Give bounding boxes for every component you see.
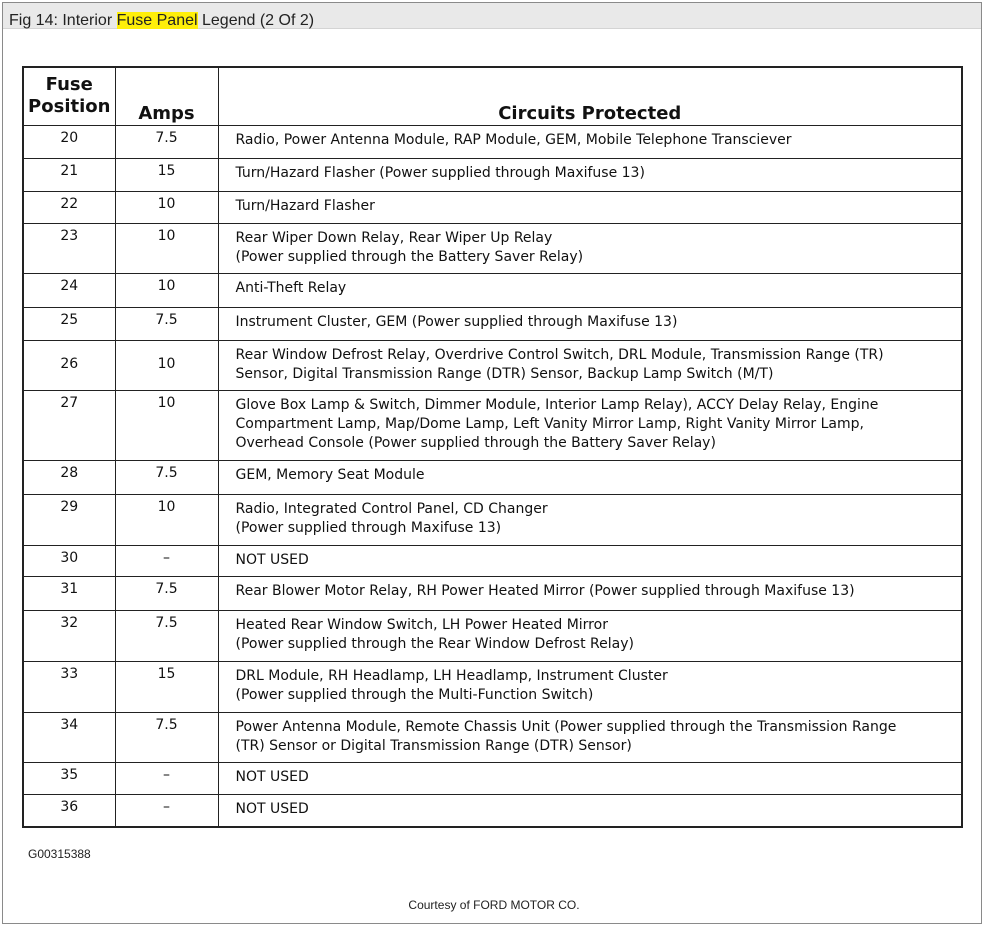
- amps-cell: 10: [115, 191, 218, 223]
- circuit-text-line: GEM, Memory Seat Module: [235, 466, 425, 483]
- caption-suffix: Legend (2 Of 2): [197, 12, 315, 29]
- fuse-position-cell: 28: [23, 460, 115, 494]
- amps-cell: –: [115, 794, 218, 827]
- circuits-protected-cell: [218, 125, 962, 158]
- circuit-text-line: (TR) Sensor or Digital Transmission Range (DTR) Sensor): [235, 737, 632, 754]
- courtesy-credit: Courtesy of FORD MOTOR CO.: [408, 898, 580, 912]
- table-row: [23, 307, 962, 340]
- caption-prefix: Fig 14: Interior: [9, 12, 117, 29]
- circuits-protected-cell: [218, 191, 962, 223]
- circuit-text-line: Glove Box Lamp & Switch, Dimmer Module, Interior Lamp Relay), ACCY Delay Relay, Engine: [235, 396, 879, 413]
- amps-cell: 7.5: [115, 610, 218, 661]
- amps-cell: 15: [115, 661, 218, 712]
- circuit-text-line: Radio, Power Antenna Module, RAP Module, GEM, Mobile Telephone Transciever: [235, 131, 792, 148]
- circuit-text-line: Rear Window Defrost Relay, Overdrive Control Switch, DRL Module, Transmission Range (TR): [235, 346, 884, 363]
- circuit-text-line: NOT USED: [235, 551, 309, 568]
- circuit-text-line: DRL Module, RH Headlamp, LH Headlamp, Instrument Cluster: [235, 667, 668, 684]
- amps-cell: 10: [115, 340, 218, 390]
- table-row: [23, 494, 962, 545]
- fuse-position-cell: 26: [23, 340, 115, 390]
- table-row: [23, 340, 962, 390]
- fuse-position-cell: 31: [23, 576, 115, 610]
- circuits-protected-cell: [218, 661, 962, 712]
- circuit-text-line: Sensor, Digital Transmission Range (DTR) Sensor, Backup Lamp Switch (M/T): [235, 365, 774, 382]
- circuits-protected-cell: [218, 545, 962, 576]
- circuits-protected-cell: [218, 610, 962, 661]
- table-row: [23, 158, 962, 191]
- table-row: [23, 576, 962, 610]
- table-row: [23, 191, 962, 223]
- fuse-position-cell: 29: [23, 494, 115, 545]
- table-row: [23, 762, 962, 794]
- table-row: [23, 545, 962, 576]
- circuit-text-line: Overhead Console (Power supplied through the Battery Saver Relay): [235, 434, 716, 451]
- table-row: [23, 661, 962, 712]
- circuit-text-line: Power Antenna Module, Remote Chassis Unit (Power supplied through the Transmission Range: [235, 718, 897, 735]
- header-amps: Amps: [115, 67, 218, 125]
- table-header-row: [23, 67, 962, 125]
- circuits-protected-cell: [218, 223, 962, 273]
- caption-highlight: Fuse Panel: [116, 12, 198, 29]
- table-row: [23, 712, 962, 762]
- table-row: [23, 794, 962, 827]
- fuse-position-cell: 32: [23, 610, 115, 661]
- circuits-protected-cell: [218, 158, 962, 191]
- amps-cell: –: [115, 762, 218, 794]
- table-row: [23, 460, 962, 494]
- circuits-protected-cell: [218, 762, 962, 794]
- fuse-legend-table: [22, 66, 963, 828]
- header-fuse-position-line2: Position: [28, 96, 111, 118]
- table-row: [23, 390, 962, 460]
- circuits-protected-cell: [218, 494, 962, 545]
- circuit-text-line: Rear Wiper Down Relay, Rear Wiper Up Relay: [235, 229, 553, 246]
- circuits-protected-cell: [218, 307, 962, 340]
- amps-cell: –: [115, 545, 218, 576]
- circuit-text-line: (Power supplied through the Multi-Function Switch): [235, 686, 594, 703]
- circuit-text-line: NOT USED: [235, 768, 309, 785]
- circuit-text-line: (Power supplied through the Battery Saver Relay): [235, 248, 584, 265]
- figure-caption: [9, 11, 314, 31]
- fuse-position-cell: 21: [23, 158, 115, 191]
- table-row: [23, 223, 962, 273]
- amps-cell: 10: [115, 273, 218, 307]
- fuse-position-cell: 20: [23, 125, 115, 158]
- fuse-position-cell: 24: [23, 273, 115, 307]
- amps-cell: 15: [115, 158, 218, 191]
- circuit-text-line: Radio, Integrated Control Panel, CD Changer: [235, 500, 548, 517]
- fuse-position-cell: 30: [23, 545, 115, 576]
- circuit-text-line: (Power supplied through the Rear Window Defrost Relay): [235, 635, 634, 652]
- circuits-protected-cell: [218, 340, 962, 390]
- circuit-text-line: Heated Rear Window Switch, LH Power Heated Mirror: [235, 616, 608, 633]
- amps-cell: 7.5: [115, 125, 218, 158]
- fuse-position-cell: 22: [23, 191, 115, 223]
- circuit-text-line: Turn/Hazard Flasher: [235, 197, 375, 214]
- header-fuse-position-line1: Fuse: [45, 74, 93, 96]
- fuse-position-cell: 27: [23, 390, 115, 460]
- amps-cell: 10: [115, 390, 218, 460]
- header-circuits-protected: Circuits Protected: [218, 67, 962, 125]
- fuse-position-cell: 33: [23, 661, 115, 712]
- circuits-protected-cell: [218, 460, 962, 494]
- header-fuse-position: [23, 67, 115, 125]
- amps-cell: 7.5: [115, 576, 218, 610]
- circuit-text-line: Turn/Hazard Flasher (Power supplied through Maxifuse 13): [235, 164, 645, 181]
- fuse-position-cell: 34: [23, 712, 115, 762]
- table-row: [23, 610, 962, 661]
- circuit-text-line: Rear Blower Motor Relay, RH Power Heated Mirror (Power supplied through Maxifuse 13): [235, 582, 855, 599]
- circuit-text-line: NOT USED: [235, 800, 309, 817]
- circuits-protected-cell: [218, 390, 962, 460]
- circuits-protected-cell: [218, 712, 962, 762]
- amps-cell: 7.5: [115, 460, 218, 494]
- figure-code: G00315388: [28, 847, 91, 861]
- circuits-protected-cell: [218, 273, 962, 307]
- amps-cell: 10: [115, 223, 218, 273]
- fuse-position-cell: 25: [23, 307, 115, 340]
- circuit-text-line: (Power supplied through Maxifuse 13): [235, 519, 502, 536]
- table-body: [23, 125, 962, 827]
- circuit-text-line: Anti-Theft Relay: [235, 279, 347, 296]
- amps-cell: 7.5: [115, 307, 218, 340]
- amps-cell: 7.5: [115, 712, 218, 762]
- circuits-protected-cell: [218, 794, 962, 827]
- fuse-position-cell: 35: [23, 762, 115, 794]
- fuse-position-cell: 23: [23, 223, 115, 273]
- circuit-text-line: Instrument Cluster, GEM (Power supplied through Maxifuse 13): [235, 313, 678, 330]
- circuit-text-line: Compartment Lamp, Map/Dome Lamp, Left Vanity Mirror Lamp, Right Vanity Mirror Lamp,: [235, 415, 864, 432]
- fuse-position-cell: 36: [23, 794, 115, 827]
- circuits-protected-cell: [218, 576, 962, 610]
- table-row: [23, 125, 962, 158]
- table-row: [23, 273, 962, 307]
- amps-cell: 10: [115, 494, 218, 545]
